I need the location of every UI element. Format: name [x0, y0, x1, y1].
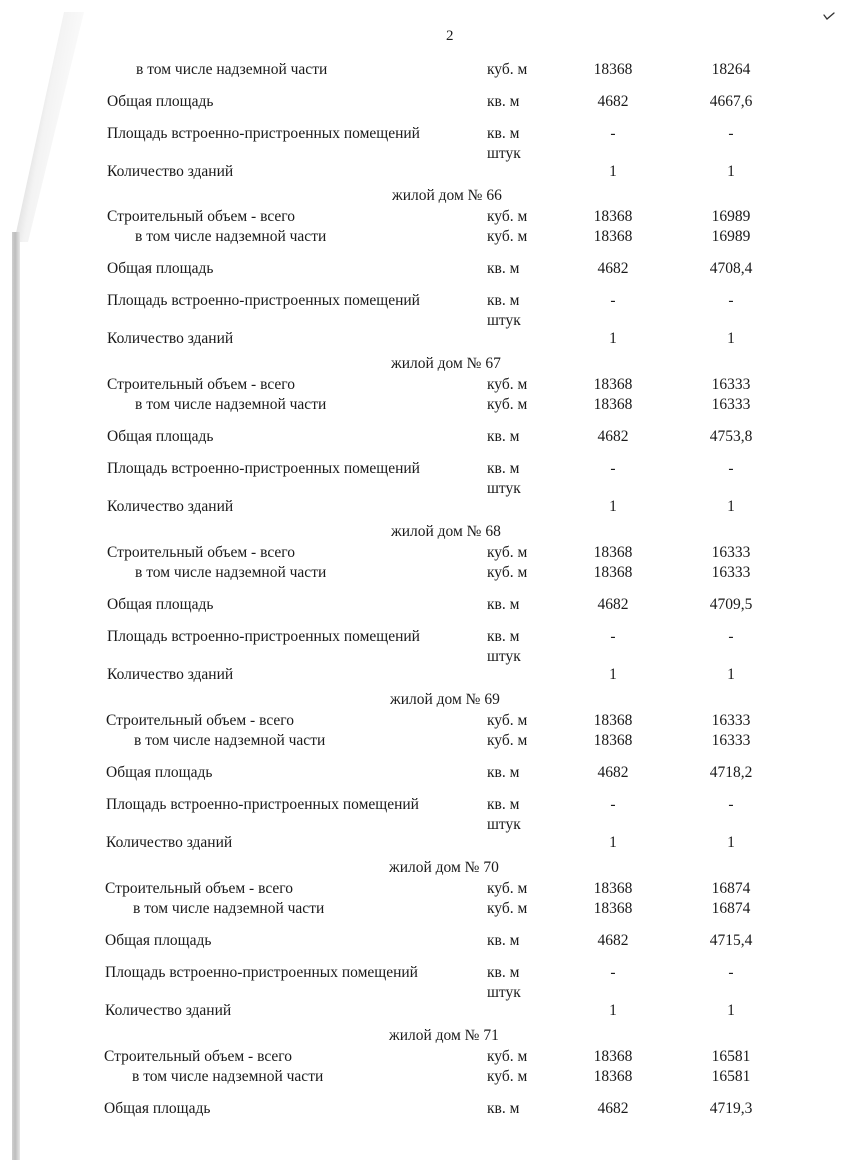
- row-unit-primary: кв. м: [487, 628, 520, 645]
- page-number: 2: [446, 28, 454, 44]
- row-value-project: 18368: [593, 712, 633, 729]
- table-row: [0, 932, 850, 952]
- row-unit: куб. м: [487, 544, 528, 561]
- row-unit-primary: кв. м: [487, 292, 520, 309]
- house-heading-text: жилой дом № 67: [391, 355, 501, 372]
- row-unit: [487, 460, 521, 498]
- table-row: [0, 1068, 850, 1088]
- table-row: [0, 460, 850, 497]
- row-unit: [487, 964, 521, 1002]
- row-value-actual: 16874: [711, 900, 751, 917]
- table-row: [0, 666, 850, 686]
- row-label: Площадь встроенно-пристроенных помещений: [107, 292, 420, 309]
- row-unit: куб. м: [487, 61, 528, 78]
- row-label: Общая площадь: [104, 1100, 211, 1117]
- row-value-actual: 16874: [711, 880, 751, 897]
- row-value-actual: 1: [727, 498, 735, 515]
- row-label: Количество зданий: [107, 498, 234, 515]
- table-row: [0, 964, 850, 1001]
- row-unit: куб. м: [487, 1048, 528, 1065]
- row-value-actual: 1: [727, 834, 735, 851]
- row-value-actual: 4715,4: [709, 932, 753, 949]
- row-value-project: -: [610, 964, 616, 981]
- row-unit: кв. м: [487, 260, 520, 277]
- row-unit-secondary: штук: [487, 984, 521, 1001]
- table-row: [0, 61, 850, 81]
- row-unit-secondary: штук: [487, 145, 521, 162]
- row-unit: кв. м: [487, 764, 520, 781]
- row-value-actual: -: [728, 460, 734, 477]
- row-label: Строительный объем - всего: [106, 712, 294, 729]
- row-unit: куб. м: [487, 376, 528, 393]
- row-unit-secondary: штук: [487, 480, 521, 497]
- row-value-project: 18368: [593, 900, 633, 917]
- row-value-project: 4682: [597, 260, 629, 277]
- row-label: в том числе надземной части: [135, 396, 327, 413]
- row-unit-secondary: штук: [487, 312, 521, 329]
- row-value-actual: 16989: [711, 228, 751, 245]
- table-row: [0, 163, 850, 183]
- row-label: Строительный объем - всего: [107, 544, 295, 561]
- row-value-project: 1: [609, 163, 617, 180]
- row-unit: куб. м: [487, 880, 528, 897]
- table-row: [0, 228, 850, 248]
- row-value-actual: 4753,8: [709, 428, 753, 445]
- row-value-project: 18368: [593, 228, 633, 245]
- row-label: в том числе надземной части: [135, 228, 327, 245]
- row-unit: [487, 125, 521, 163]
- row-value-actual: -: [728, 292, 734, 309]
- house-heading-text: жилой дом № 69: [390, 691, 500, 708]
- row-label: Общая площадь: [105, 932, 212, 949]
- row-unit-primary: кв. м: [487, 460, 520, 477]
- row-value-project: 1: [609, 666, 617, 683]
- row-label: Количество зданий: [107, 163, 234, 180]
- row-value-actual: 16989: [711, 208, 751, 225]
- row-value-actual: 4719,3: [709, 1100, 753, 1117]
- row-value-project: 1: [609, 330, 617, 347]
- row-value-actual: 16333: [711, 732, 751, 749]
- row-value-actual: 4709,5: [709, 596, 753, 613]
- row-label: в том числе надземной части: [135, 564, 327, 581]
- row-value-project: -: [610, 125, 616, 142]
- table-row: [0, 330, 850, 350]
- row-label: Строительный объем - всего: [107, 208, 295, 225]
- table-row: [0, 900, 850, 920]
- table-row: [0, 292, 850, 329]
- table-row: [0, 428, 850, 448]
- row-label: Общая площадь: [107, 596, 214, 613]
- row-unit: [487, 628, 521, 666]
- row-value-actual: 16581: [711, 1068, 751, 1085]
- row-unit: куб. м: [487, 732, 528, 749]
- row-value-actual: 16333: [711, 712, 751, 729]
- row-value-actual: 1: [727, 666, 735, 683]
- row-label: Строительный объем - всего: [105, 880, 293, 897]
- row-unit-secondary: штук: [487, 648, 521, 665]
- row-value-actual: 18264: [711, 61, 751, 78]
- row-value-actual: 4667,6: [709, 93, 753, 110]
- table-row: [0, 1002, 850, 1022]
- row-value-actual: 4708,4: [709, 260, 753, 277]
- row-value-project: 18368: [593, 544, 633, 561]
- table-row: [0, 712, 850, 732]
- row-label: Площадь встроенно-пристроенных помещений: [107, 628, 420, 645]
- row-unit: кв. м: [487, 596, 520, 613]
- row-unit: куб. м: [487, 900, 528, 917]
- row-label: Количество зданий: [107, 666, 234, 683]
- row-value-project: 4682: [597, 1100, 629, 1117]
- row-label: в том числе надземной части: [133, 900, 325, 917]
- row-value-project: 18368: [593, 396, 633, 413]
- house-heading-text: жилой дом № 68: [391, 523, 501, 540]
- table-row: [0, 796, 850, 833]
- table-row: [0, 376, 850, 396]
- row-label: Количество зданий: [105, 1002, 232, 1019]
- row-value-project: -: [610, 460, 616, 477]
- table-row: [0, 1048, 850, 1068]
- row-label: Площадь встроенно-пристроенных помещений: [105, 964, 418, 981]
- row-value-actual: -: [728, 125, 734, 142]
- row-value-project: 1: [609, 498, 617, 515]
- row-value-actual: -: [728, 796, 734, 813]
- row-value-project: 18368: [593, 564, 633, 581]
- table-row: [0, 93, 850, 113]
- row-value-project: 18368: [593, 1068, 633, 1085]
- row-value-project: 18368: [593, 208, 633, 225]
- row-unit: куб. м: [487, 228, 528, 245]
- row-label: Площадь встроенно-пристроенных помещений: [106, 796, 419, 813]
- row-unit-secondary: штук: [487, 816, 521, 833]
- row-unit-primary: кв. м: [487, 796, 520, 813]
- row-value-project: -: [610, 292, 616, 309]
- row-value-project: 4682: [597, 932, 629, 949]
- row-value-actual: -: [728, 964, 734, 981]
- row-label: Общая площадь: [107, 93, 214, 110]
- row-value-project: 18368: [593, 1048, 633, 1065]
- row-label: Площадь встроенно-пристроенных помещений: [107, 460, 420, 477]
- row-value-actual: 16333: [711, 564, 751, 581]
- row-unit: куб. м: [487, 712, 528, 729]
- table-row: [0, 125, 850, 162]
- house-heading-text: жилой дом № 71: [389, 1027, 499, 1044]
- row-unit: куб. м: [487, 208, 528, 225]
- row-label: Общая площадь: [107, 428, 214, 445]
- row-value-project: 1: [609, 1002, 617, 1019]
- row-value-actual: 4718,2: [709, 764, 753, 781]
- row-unit-primary: кв. м: [487, 964, 520, 981]
- row-value-project: 4682: [597, 596, 629, 613]
- row-label: в том числе надземной части: [132, 1068, 324, 1085]
- row-label: Количество зданий: [106, 834, 233, 851]
- row-label: Площадь встроенно-пристроенных помещений: [107, 125, 420, 142]
- row-unit: кв. м: [487, 428, 520, 445]
- row-unit: [487, 292, 521, 330]
- row-unit: кв. м: [487, 1100, 520, 1117]
- house-heading-text: жилой дом № 66: [392, 187, 502, 204]
- row-unit-primary: кв. м: [487, 125, 520, 142]
- table-row: [0, 544, 850, 564]
- row-value-actual: 1: [727, 163, 735, 180]
- table-row: [0, 628, 850, 665]
- table-row: [0, 396, 850, 416]
- row-value-actual: 1: [727, 1002, 735, 1019]
- row-label: Общая площадь: [107, 260, 214, 277]
- row-value-project: -: [610, 796, 616, 813]
- table-row: [0, 834, 850, 854]
- table-row: [0, 596, 850, 616]
- row-value-project: 1: [609, 834, 617, 851]
- row-value-project: -: [610, 628, 616, 645]
- row-value-actual: 16333: [711, 376, 751, 393]
- row-unit: куб. м: [487, 564, 528, 581]
- row-value-project: 18368: [593, 732, 633, 749]
- table-row: [0, 764, 850, 784]
- table-row: [0, 1100, 850, 1120]
- table-row: [0, 260, 850, 280]
- row-unit: [487, 796, 521, 834]
- row-label: Общая площадь: [106, 764, 213, 781]
- house-heading-text: жилой дом № 70: [389, 859, 499, 876]
- row-value-project: 4682: [597, 428, 629, 445]
- table-row: [0, 208, 850, 228]
- row-value-actual: 16333: [711, 544, 751, 561]
- table-row: [0, 732, 850, 752]
- row-value-actual: 1: [727, 330, 735, 347]
- table-row: [0, 880, 850, 900]
- row-label: Строительный объем - всего: [104, 1048, 292, 1065]
- row-label: в том числе надземной части: [134, 732, 326, 749]
- row-value-actual: 16333: [711, 396, 751, 413]
- row-value-project: 4682: [597, 93, 629, 110]
- row-value-project: 18368: [593, 376, 633, 393]
- row-value-project: 4682: [597, 764, 629, 781]
- row-unit: кв. м: [487, 93, 520, 110]
- row-label: Строительный объем - всего: [107, 376, 295, 393]
- row-value-project: 18368: [593, 880, 633, 897]
- row-value-actual: 16581: [711, 1048, 751, 1065]
- row-label: Количество зданий: [107, 330, 234, 347]
- row-unit: куб. м: [487, 1068, 528, 1085]
- row-value-project: 18368: [593, 61, 633, 78]
- row-unit: кв. м: [487, 932, 520, 949]
- row-value-actual: -: [728, 628, 734, 645]
- handwritten-check-mark-icon: [822, 8, 836, 22]
- table-row: [0, 564, 850, 584]
- table-row: [0, 498, 850, 518]
- row-label: в том числе надземной части: [136, 61, 328, 78]
- row-unit: куб. м: [487, 396, 528, 413]
